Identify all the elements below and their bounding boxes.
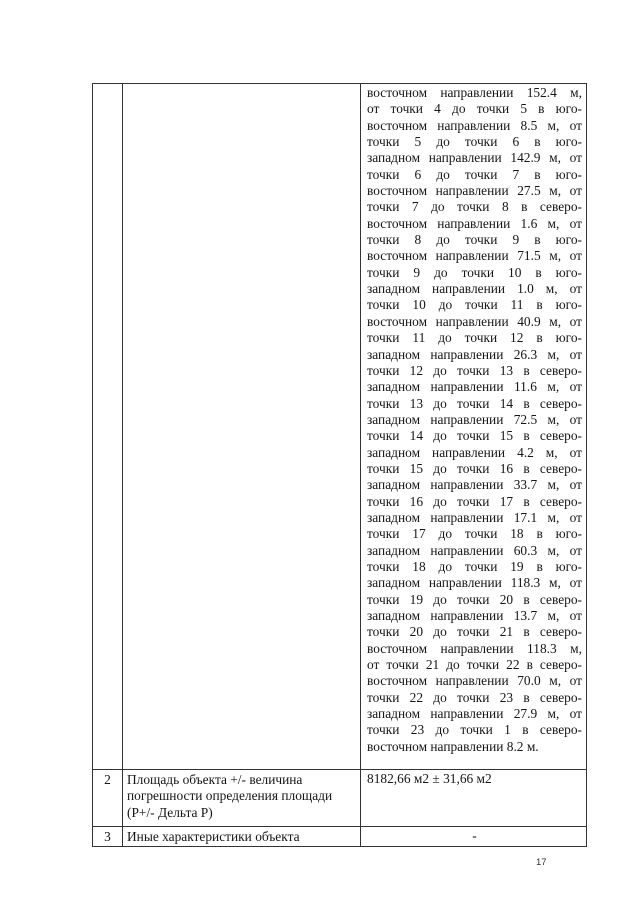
table-row (93, 827, 587, 847)
description-line: западном направлении 60.3 м, от (367, 542, 582, 558)
area-value-cell: 8182,66 м2 ± 31,66 м2 (361, 770, 587, 827)
description-line: точки 13 до точки 14 в северо- (367, 395, 582, 411)
row-number-cell (93, 84, 123, 770)
description-line: восточном направлении 40.9 м, от (367, 313, 582, 329)
area-label-cell: Площадь объекта +/- величина погрешности определения площади (P+/- Дельта P) (123, 770, 361, 827)
description-line: восточном направлении 27.5 м, от (367, 183, 582, 199)
description-line: восточном направлении 70.0 м, от (367, 673, 582, 689)
description-line: точки 14 до точки 15 в северо- (367, 428, 582, 444)
description-line: восточном направлении 8.5 м, от (367, 117, 582, 133)
table-row (93, 770, 587, 827)
description-line: точки 15 до точки 16 в северо- (367, 460, 582, 476)
description-line: точки 23 до точки 1 в северо- (367, 722, 582, 738)
description-line: восточном направлении 118.3 м, (367, 640, 582, 656)
page-number: 17 (536, 857, 547, 868)
description-line: от точки 21 до точки 22 в северо- (367, 657, 582, 673)
row-number-cell: 2 (93, 770, 123, 827)
other-characteristics-value-cell: - (361, 827, 587, 847)
description-line: западном направлении 4.2 м, от (367, 444, 582, 460)
description-line: от точки 4 до точки 5 в юго- (367, 101, 582, 117)
description-line: точки 16 до точки 17 в северо- (367, 493, 582, 509)
description-line: западном направлении 33.7 м, от (367, 477, 582, 493)
boundary-description-cell (361, 84, 587, 770)
description-line: точки 6 до точки 7 в юго- (367, 166, 582, 182)
description-line: восточном направлении 152.4 м, (367, 85, 582, 100)
description-line: западном направлении 11.6 м, от (367, 379, 582, 395)
row-label-cell (123, 84, 361, 770)
description-line: западном направлении 118.3 м, от (367, 575, 582, 591)
description-line: западном направлении 26.3 м, от (367, 346, 582, 362)
description-line: точки 18 до точки 19 в юго- (367, 558, 582, 574)
description-line: восточном направлении 71.5 м, от (367, 248, 582, 264)
description-line: западном направлении 142.9 м, от (367, 150, 582, 166)
description-line: точки 8 до точки 9 в юго- (367, 232, 582, 248)
description-line: восточном направлении 8.2 м. (367, 738, 539, 754)
description-line: западном направлении 27.9 м, от (367, 706, 582, 722)
description-line: западном направлении 1.0 м, от (367, 281, 582, 297)
row-number-cell: 3 (93, 827, 123, 847)
description-line: западном направлении 17.1 м, от (367, 509, 582, 525)
description-line: западном направлении 72.5 м, от (367, 411, 582, 427)
table-row (93, 84, 587, 770)
description-line: точки 7 до точки 8 в северо- (367, 199, 582, 215)
description-line: точки 17 до точки 18 в юго- (367, 526, 582, 542)
description-line: восточном направлении 1.6 м, от (367, 215, 582, 231)
other-characteristics-label-cell: Иные характеристики объекта (123, 827, 361, 847)
object-characteristics-table (92, 83, 587, 847)
description-line: точки 20 до точки 21 в северо- (367, 624, 582, 640)
description-line: точки 22 до точки 23 в северо- (367, 689, 582, 705)
description-line: точки 9 до точки 10 в юго- (367, 264, 582, 280)
description-line: точки 11 до точки 12 в юго- (367, 330, 582, 346)
description-line: точки 5 до точки 6 в юго- (367, 134, 582, 150)
description-line: точки 10 до точки 11 в юго- (367, 297, 582, 313)
description-line: точки 19 до точки 20 в северо- (367, 591, 582, 607)
description-line: точки 12 до точки 13 в северо- (367, 362, 582, 378)
description-line: западном направлении 13.7 м, от (367, 608, 582, 623)
